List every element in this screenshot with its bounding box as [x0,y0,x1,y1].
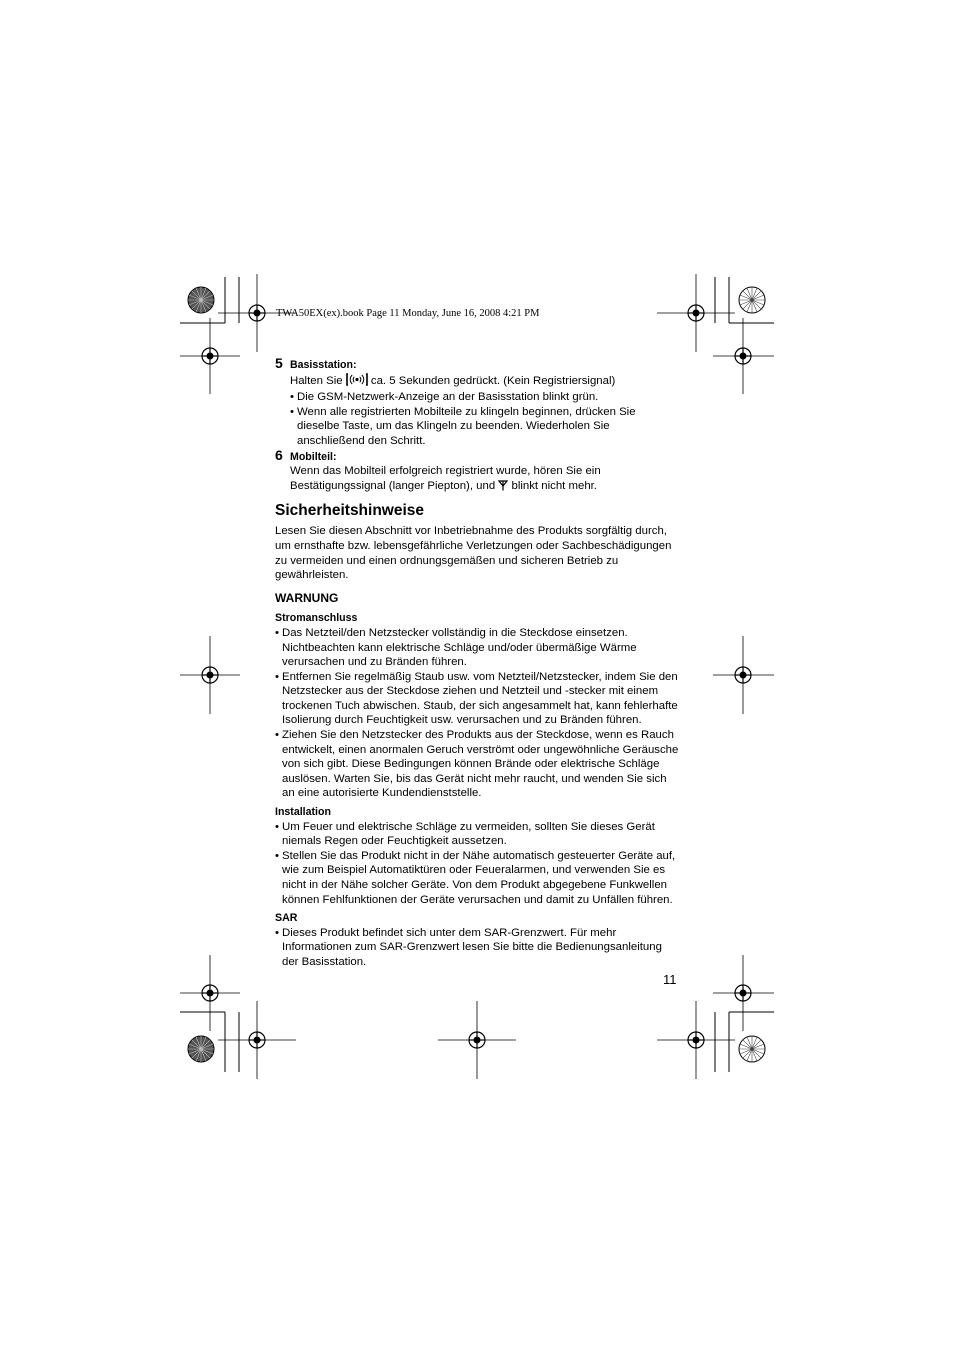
step-5 [275,355,680,449]
step-number: 6 [275,446,283,463]
step-instruction [290,373,680,391]
antenna-icon [498,480,508,496]
step-title: Basisstation: [290,359,357,371]
list-item: • Entfernen Sie regelmäßig Staub usw. vom Netzteil/Netzstecker, indem Sie den Netzstecker aus der Steckdose ziehen und Netzteil und -stecker mit einem trockenen Tuch abwischen. Staub, der sich angesammelt hat, kann fehlerhafte Isolierung durch Feuchtigkeit usw. verursachen und zu Bränden führen. [275,670,680,728]
list-item: • Dieses Produkt befindet sich unter dem SAR-Grenzwert. Für mehr Informationen zum SAR-Grenzwert lesen Sie bitte die Bedienungsanleitung der Basisstation. [275,926,680,970]
section-intro: Lesen Sie diesen Abschnitt vor Inbetriebnahme des Produkts sorgfältig durch, um ernsthafte bzw. lebensgefährliche Verletzungen oder Sachbeschädigungen zu vermeiden und einen ordnungsgemäßen und sicheren Betrieb zu gewährleisten. [275,525,672,582]
step-number: 5 [275,355,283,371]
step-bullets [290,390,680,448]
step-text: blinkt nicht mehr. [508,479,597,492]
paging-button-icon [346,373,368,391]
step-6 [275,446,680,496]
list-item: • Ziehen Sie den Netzstecker des Produkts aus der Steckdose, wenn es Rauch entwickelt, einen anormalen Geruch verströmt oder ungewöhnliche Geräusche von sich gibt. Diese Bedingungen können Brände oder elektrische Schläge auslösen. Warten Sie, bis das Gerät nicht mehr raucht, und wenden Sie sich an eine autorisierte Kundendienststelle. [275,728,680,801]
section-title: Sicherheitshinweise [275,502,425,520]
list-item: • Um Feuer und elektrische Schläge zu vermeiden, sollten Sie dieses Gerät niemals Regen oder Feuchtigkeit aussetzen. [275,820,680,849]
page-content [275,355,680,970]
subsection-title-installation: Installation [275,806,331,819]
step-title: Mobilteil: [290,450,337,463]
list-item: • Das Netzteil/den Netzstecker vollständig in die Steckdose einsetzen. Nichtbeachten kann elektrische Schläge und/oder übermäßige Wärme verursachen und zu Bränden führen. [275,626,680,670]
warning-label: WARNUNG [275,590,339,605]
subsection-title-stromanschluss: Stromanschluss [275,612,358,625]
list-item: • Stellen Sie das Produkt nicht in der Nähe automatisch gesteuerter Geräte auf, wie zum Beispiel Automatiktüren oder Feueralarmen, und verwenden Sie es nicht in der Nähe solcher Geräte. Von dem Produkt abgegebene Funkwellen können Fehlfunktionen der Geräte verursachen und damit zu Unfällen führen. [275,849,680,907]
print-header-line: TWA50EX(ex).book Page 11 Monday, June 16, 2008 4:21 PM [276,308,540,319]
step-instruction [290,464,680,495]
step-text: Halten Sie [290,374,346,387]
subsection-title-sar: SAR [275,912,298,925]
page-number: 11 [663,972,677,987]
list-item: • Wenn alle registrierten Mobilteile zu klingeln beginnen, drücken Sie dieselbe Taste, um das Klingeln zu beenden. Wiederholen Sie anschließend den Schritt. [290,405,680,449]
step-text: ca. 5 Sekunden gedrückt. (Kein Registriersignal) [367,374,616,387]
list-item: • Die GSM-Netzwerk-Anzeige an der Basisstation blinkt grün. [290,390,680,405]
step-text: Wenn das Mobilteil erfolgreich registriert wurde, hören Sie ein Bestätigungssignal (langer Piepton), und [290,465,601,492]
